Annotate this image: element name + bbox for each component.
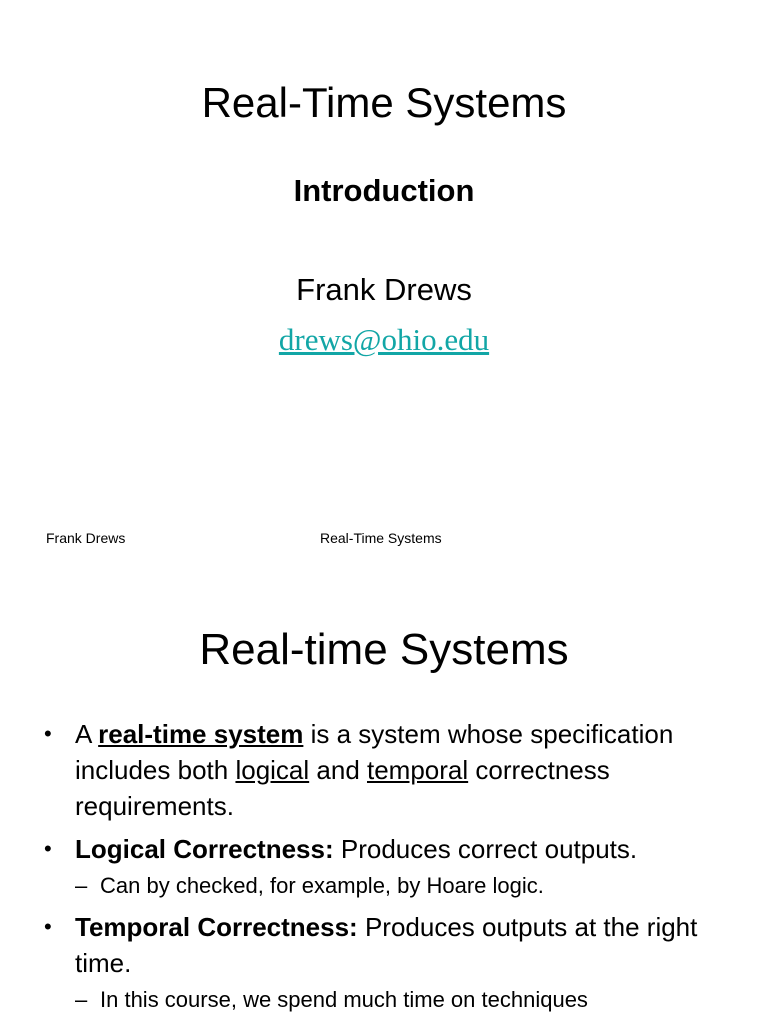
- bullet-list: [44, 716, 744, 1023]
- footer-author: Frank Drews: [46, 530, 126, 546]
- bullet-text: A: [75, 719, 99, 749]
- dash-icon: –: [75, 873, 88, 898]
- bullet-item-logical: [44, 831, 744, 867]
- content-slide: [0, 576, 768, 1024]
- bullet-text: Produces correct outputs.: [333, 834, 638, 864]
- author-name: Frank Drews: [296, 272, 472, 307]
- term-real-time-system: real-time system: [98, 719, 304, 749]
- footer-course-title: Real-Time Systems: [320, 530, 442, 546]
- dash-icon: –: [75, 987, 88, 1012]
- bullet-text: correctness requirements.: [75, 755, 610, 821]
- slide-title: Real-Time Systems: [201, 79, 567, 126]
- bullet-label: Temporal Correctness:: [75, 912, 358, 942]
- bullet-icon: •: [44, 836, 52, 861]
- email-link[interactable]: drews@ohio.edu: [278, 322, 490, 357]
- sub-bullet-item: [44, 871, 744, 901]
- bullet-text: is a system whose specification includes both: [75, 719, 674, 785]
- bullet-text: Produces outputs at the right time.: [75, 912, 698, 978]
- sub-bullet-item: [44, 985, 744, 1015]
- bullet-icon: •: [44, 721, 52, 746]
- bullet-item-temporal: [44, 909, 744, 981]
- author-email: [0, 320, 768, 360]
- slide-subtitle: Introduction: [293, 173, 475, 208]
- sub-bullet-text: Can by checked, for example, by Hoare logic.: [100, 873, 544, 898]
- bullet-label: Logical Correctness:: [75, 834, 334, 864]
- bullet-item-definition: [44, 716, 744, 824]
- term-temporal: temporal: [367, 755, 469, 785]
- term-logical: logical: [235, 755, 310, 785]
- bullet-icon: •: [44, 914, 52, 939]
- bullet-text: and: [309, 755, 367, 785]
- sub-bullet-text: In this course, we spend much time on techniques: [100, 987, 588, 1012]
- slide-title: Real-time Systems: [199, 625, 569, 674]
